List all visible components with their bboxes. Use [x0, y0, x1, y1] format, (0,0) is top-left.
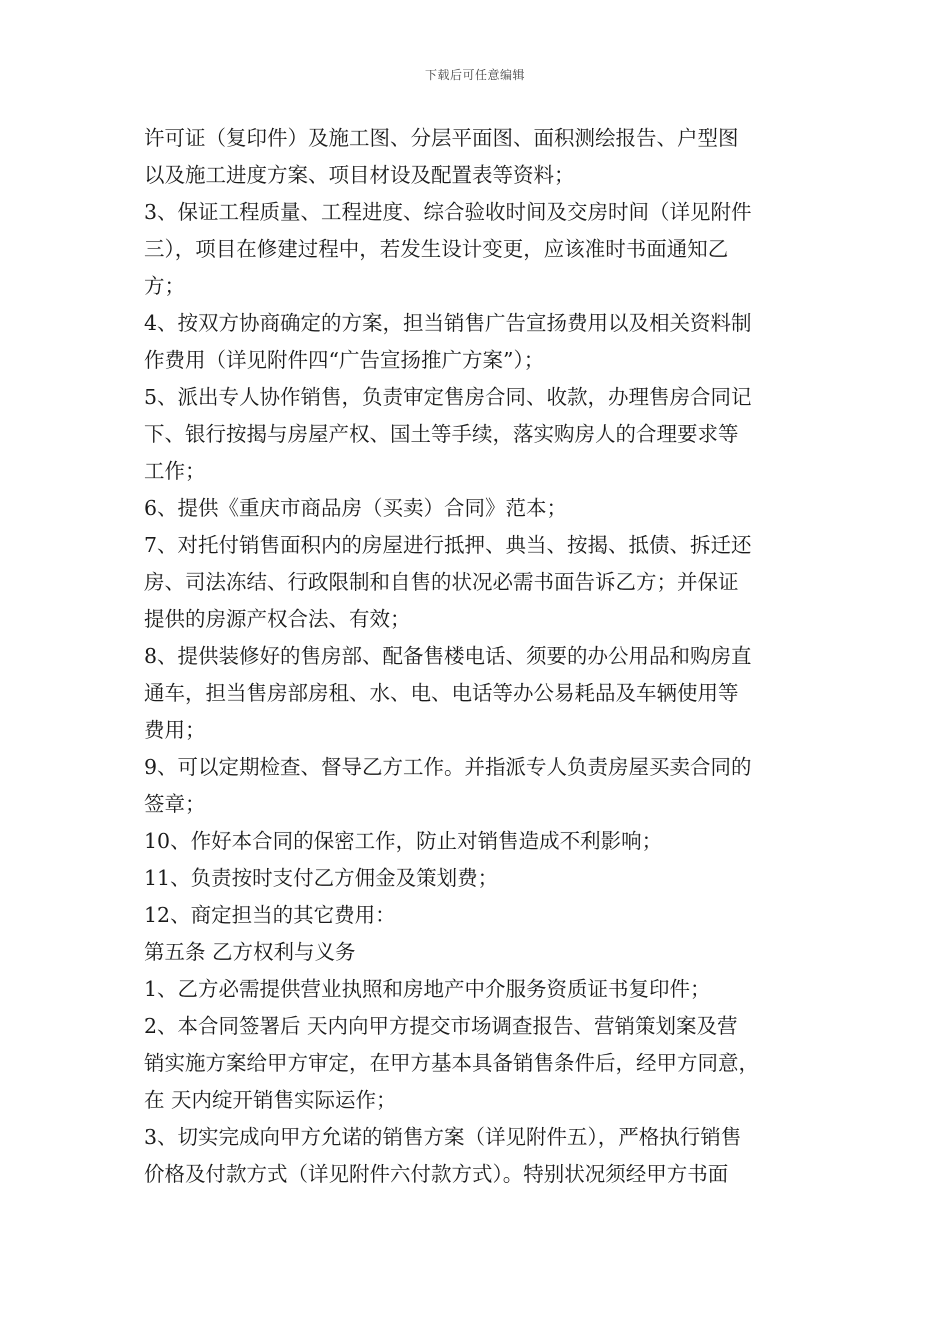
- text-line: 在 天内绽开销售实际运作；: [144, 1088, 397, 1112]
- text-line: 10、作好本合同的保密工作，防止对销售造成不利影响；: [144, 829, 663, 853]
- text-line: 11、负责按时支付乙方佣金及策划费；: [144, 866, 499, 890]
- text-line: 4、按双方协商确定的方案，担当销售广告宣扬费用以及相关资料制: [144, 311, 752, 335]
- text-line: 通车，担当售房部房租、水、电、电话等办公易耗品及车辆使用等: [144, 681, 739, 705]
- text-line: 三），项目在修建过程中，若发生设计变更，应该准时书面通知乙: [144, 237, 729, 261]
- text-line: 签章；: [144, 792, 206, 816]
- text-line: 7、对托付销售面积内的房屋进行抵押、典当、按揭、抵债、拆迁还: [144, 533, 752, 557]
- text-line: 2、本合同签署后 天内向甲方提交市场调查报告、营销策划案及营: [144, 1014, 738, 1038]
- text-line: 3、切实完成向甲方允诺的销售方案（详见附件五），严格执行销售: [144, 1125, 742, 1149]
- page-header-note: 下载后可任意编辑: [424, 68, 525, 82]
- text-line: 5、派出专人协作销售，负责审定售房合同、收款，办理售房合同记: [144, 385, 752, 409]
- text-line: 方；: [144, 274, 185, 298]
- text-line: 3、保证工程质量、工程进度、综合验收时间及交房时间（详见附件: [144, 200, 752, 224]
- text-line: 作费用（详见附件四“广告宣扬推广方案”）；: [144, 348, 545, 372]
- text-line: 工作；: [144, 459, 206, 483]
- text-line: 许可证（复印件）及施工图、分层平面图、面积测绘报告、户型图: [144, 126, 739, 150]
- section-heading: 第五条 乙方权利与义务: [144, 940, 356, 964]
- text-line: 8、提供装修好的售房部、配备售楼电话、须要的办公用品和购房直: [144, 644, 752, 668]
- text-line: 价格及付款方式（详见附件六付款方式）。特别状况须经甲方书面: [144, 1162, 729, 1186]
- text-line: 1、乙方必需提供营业执照和房地产中介服务资质证书复印件；: [144, 977, 711, 1001]
- text-line: 6、提供《重庆市商品房（买卖）合同》范本；: [144, 496, 568, 520]
- document-body: [144, 120, 809, 1193]
- text-line: 下、银行按揭与房屋产权、国土等手续，落实购房人的合理要求等: [144, 422, 739, 446]
- text-line: 房、司法冻结、行政限制和自售的状况必需书面告诉乙方；并保证: [144, 570, 739, 594]
- text-line: 9、可以定期检查、督导乙方工作。并指派专人负责房屋买卖合同的: [144, 755, 752, 779]
- text-line: 以及施工进度方案、项目材设及配置表等资料；: [144, 163, 575, 187]
- text-line: 提供的房源产权合法、有效；: [144, 607, 411, 631]
- text-line: 费用；: [144, 718, 206, 742]
- text-line: 12、商定担当的其它费用：: [144, 903, 396, 927]
- text-line: 销实施方案给甲方审定，在甲方基本具备销售条件后，经甲方同意，: [144, 1051, 759, 1075]
